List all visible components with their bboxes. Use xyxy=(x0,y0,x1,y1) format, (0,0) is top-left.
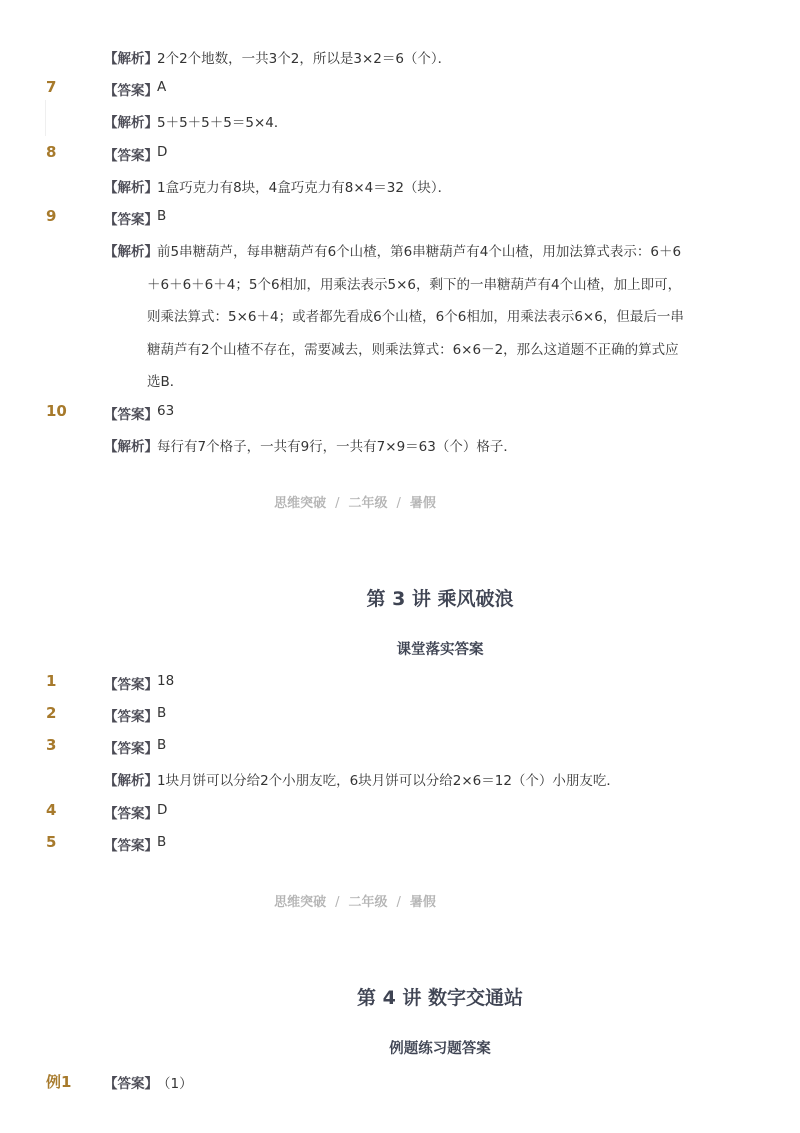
footer-grade: 二年级 xyxy=(348,895,388,910)
analysis-line-5: 选B． xyxy=(147,374,184,390)
answer-label: 【答案】 xyxy=(104,709,158,725)
footer-separator: / xyxy=(335,895,340,910)
answer-label: 【答案】 xyxy=(104,806,158,822)
lecture3-answer-row-2 xyxy=(0,698,800,730)
page-footer xyxy=(0,492,710,511)
analysis-line-1: 前5串糖葫芦，每串糖葫芦有6个山楂，第6串糖葫芦有4个山楂，用加法算式表示：6＋6 xyxy=(157,244,682,260)
footer-term: 暑假 xyxy=(409,895,436,910)
answer-text: 18 xyxy=(157,673,175,689)
analysis-label: 【解析】 xyxy=(104,439,158,455)
analysis-line-4: 糖葫芦有2个山楂不存在，需要减去，则乘法算式：6×6－2，那么这道题不正确的算式应 xyxy=(147,342,679,358)
analysis-line-2: ＋6＋6＋6＋4；5个6相加，用乘法表示5×6，剩下的一串糖葫芦有4个山楂，加上即可， xyxy=(147,277,682,293)
analysis-label: 【解析】 xyxy=(104,773,158,789)
page-footer xyxy=(0,891,710,910)
example-number: 例1 xyxy=(46,1073,72,1091)
answer-label: 【答案】 xyxy=(104,83,158,99)
answer-text: A xyxy=(157,79,167,95)
answer-text: B xyxy=(157,705,167,721)
analysis-text: 每行有7个格子，一共有9行，一共有7×9＝63（个）格子． xyxy=(157,439,517,455)
lecture3-analysis-row-3 xyxy=(0,762,800,794)
analysis-row-9 xyxy=(0,233,800,393)
question-number: 1 xyxy=(46,672,57,690)
question-number: 9 xyxy=(46,207,57,225)
example-1-answer-row xyxy=(0,1065,800,1097)
lecture-3-title: 第 3 讲 乘风破浪 xyxy=(366,588,514,610)
answer-text: D xyxy=(157,802,168,818)
answer-row-7 xyxy=(0,72,800,104)
analysis-label: 【解析】 xyxy=(104,51,158,67)
answer-label: 【答案】 xyxy=(104,838,158,854)
analysis-row-8 xyxy=(0,169,800,201)
footer-series: 思维突破 xyxy=(274,496,327,511)
footer-separator: / xyxy=(396,895,401,910)
answer-text: 63 xyxy=(157,403,175,419)
lecture3-answer-row-3 xyxy=(0,730,800,762)
analysis-label: 【解析】 xyxy=(104,180,158,196)
question-number: 8 xyxy=(46,143,57,161)
answer-row-8 xyxy=(0,137,800,169)
answer-label: 【答案】 xyxy=(104,148,158,164)
answer-text: （1） xyxy=(157,1076,193,1092)
question-number: 5 xyxy=(46,833,57,851)
analysis-row-7 xyxy=(0,104,800,136)
analysis-label: 【解析】 xyxy=(104,244,158,260)
footer-grade: 二年级 xyxy=(348,496,388,511)
footer-series: 思维突破 xyxy=(274,895,327,910)
answer-label: 【答案】 xyxy=(104,1076,158,1092)
answer-row-9 xyxy=(0,201,800,233)
answer-row-6-analysis xyxy=(0,40,800,72)
footer-separator: / xyxy=(335,496,340,511)
question-number: 3 xyxy=(46,736,57,754)
lecture3-answer-row-1 xyxy=(0,666,800,698)
lecture-4-title: 第 4 讲 数字交通站 xyxy=(356,987,524,1009)
lecture-3-subtitle: 课堂落实答案 xyxy=(396,642,484,658)
question-number: 2 xyxy=(46,704,57,722)
question-number: 7 xyxy=(46,78,57,96)
question-number: 10 xyxy=(46,402,67,420)
analysis-text: 5＋5＋5＋5＝5×4． xyxy=(157,115,288,131)
footer-separator: / xyxy=(396,496,401,511)
analysis-text: 2个2个地数，一共3个2，所以是3×2＝6（个）． xyxy=(157,51,452,67)
answer-label: 【答案】 xyxy=(104,212,158,228)
analysis-label: 【解析】 xyxy=(104,115,158,131)
lecture3-answer-row-5 xyxy=(0,827,800,859)
answer-label: 【答案】 xyxy=(104,407,158,423)
analysis-row-10 xyxy=(0,428,800,460)
answer-label: 【答案】 xyxy=(104,677,158,693)
question-number: 4 xyxy=(46,801,57,819)
analysis-text: 1块月饼可以分给2个小朋友吃，6块月饼可以分给2×6＝12（个）小朋友吃． xyxy=(157,773,620,789)
footer-term: 暑假 xyxy=(409,496,436,511)
analysis-text: 1盒巧克力有8块，4盒巧克力有8×4＝32（块）． xyxy=(157,180,452,196)
analysis-line-3: 则乘法算式：5×6＋4；或者都先看成6个山楂，6个6相加，用乘法表示6×6，但最后一串 xyxy=(147,309,684,325)
answer-text: B xyxy=(157,737,167,753)
answer-text: B xyxy=(157,834,167,850)
answer-row-10 xyxy=(0,396,800,428)
lecture3-answer-row-4 xyxy=(0,795,800,827)
answer-label: 【答案】 xyxy=(104,741,158,757)
answer-text: B xyxy=(157,208,167,224)
lecture-4-subtitle: 例题练习题答案 xyxy=(389,1041,491,1057)
answer-text: D xyxy=(157,144,168,160)
